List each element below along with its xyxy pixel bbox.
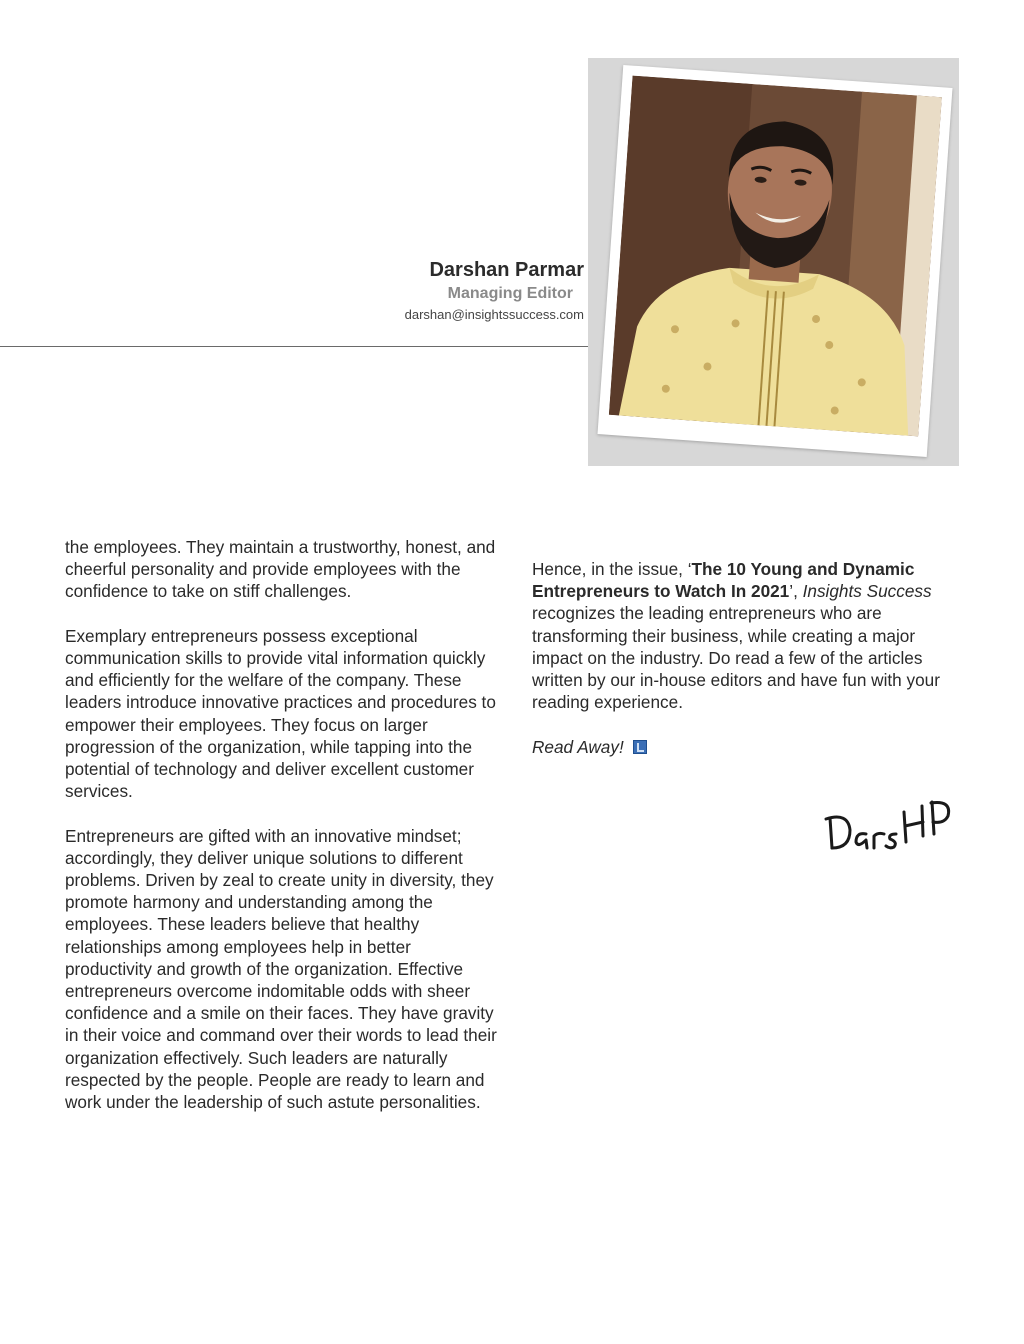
- intro-rest: recognizes the leading entrepreneurs who are transforming their business, while creating a major impact on the industry. Do read a few of the articles written by our in-house editors and have fun with your reading experience.: [532, 603, 940, 713]
- handwritten-signature: [820, 792, 955, 862]
- header-divider: [0, 346, 602, 347]
- editor-info: [405, 258, 584, 324]
- editor-photo: [597, 65, 952, 457]
- editor-portrait-icon: [609, 76, 942, 437]
- publication-name: Insights Success: [802, 581, 932, 602]
- paragraph: Exemplary entrepreneurs possess exceptional communication skills to provide vital information quickly and efficiently for the welfare of the company. These leaders introduce innovative practices and procedures to empower their employees. They focus on larger progression of the organization, while tapping into the potential of technology and deliver excellent customer services.: [65, 625, 496, 802]
- article-right-column: [532, 558, 962, 758]
- intro-mid: ’,: [789, 581, 803, 602]
- paragraph: the employees. They maintain a trustworthy, honest, and cheerful personality and provide employees with the confidence to take on stiff challenges.: [65, 537, 496, 602]
- article-left-column: [65, 536, 497, 1113]
- sign-off-line: [532, 736, 962, 758]
- sign-off: Read Away!: [532, 736, 624, 757]
- end-mark-icon: [633, 740, 647, 754]
- editor-name: Darshan Parmar: [429, 259, 584, 281]
- intro-paragraph: [532, 558, 962, 713]
- editor-role: Managing Editor: [447, 285, 573, 302]
- paragraph: Entrepreneurs are gifted with an innovative mindset; accordingly, they deliver unique solutions to different problems. Driven by zeal to create unity in diversity, they promote harmony and understanding among the employees. These leaders believe that healthy relationships among employees help in better productivity and growth of the organization. Effective entrepreneurs overcome indomitable odds with sheer confidence and a smile on their faces. They have gravity in their voice and command over their words to lead their organization effectively. Such leaders are naturally respected by the people. People are ready to learn and work under the leadership of such astute personalities.: [65, 825, 497, 1113]
- editor-email[interactable]: darshan@insightssuccess.com: [404, 307, 584, 322]
- issue-title: The 10 Young and Dynamic Entrepreneurs to Watch In 2021: [532, 559, 915, 602]
- intro-prefix: Hence, in the issue, ‘: [532, 559, 692, 579]
